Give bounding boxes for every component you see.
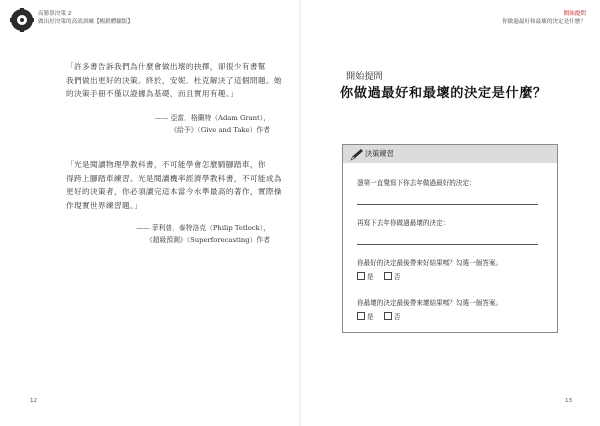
quote-line: 得跨上腳踏車練習。光是閱讀機率經濟學教科書，不可能成為 — [66, 173, 282, 183]
quote-attribution — [136, 222, 270, 246]
pencil-icon — [349, 148, 365, 162]
quote-block — [66, 60, 282, 101]
question-worst-outcome: 你最壞的決定最後帶來壞結果嗎？勾選一個答案。 — [357, 299, 503, 307]
quote-block — [66, 158, 282, 212]
page-title: 你做過最好和最壞的決定是什麼？ — [340, 86, 547, 101]
decision-exercise-box — [342, 144, 558, 333]
attribution-name: —— 亞當．格蘭特（Adam Grant）， — [154, 114, 270, 122]
answer-line[interactable] — [357, 244, 538, 245]
no-label: 否 — [393, 313, 401, 321]
quote-line: 更好的決策者，你必須讀完這本當今水準最高的著作，實際操 — [66, 187, 282, 197]
page-number-right: 13 — [565, 398, 573, 404]
question-best-outcome: 你最好的決定最後帶來好結果嗎？勾選一個答案。 — [357, 259, 503, 267]
section-label: 開始提問 — [346, 71, 383, 82]
book-title: 做出好決策的高效訓練【暢銷體驗版】 — [38, 19, 134, 25]
no-checkbox[interactable] — [384, 272, 392, 280]
attribution-work: 《給予》（Give and Take）作者 — [170, 126, 270, 134]
section-title: 你做過最好和最壞的決定是什麼？ — [502, 19, 586, 25]
answer-line[interactable] — [357, 204, 538, 205]
yes-label: 是 — [367, 273, 374, 281]
quote-line: 「許多書告訴我們為什麼會做出壞的抉擇，卻很少有書幫 — [66, 62, 266, 71]
running-header-left — [38, 10, 133, 26]
book-logo-icon — [11, 9, 33, 31]
attribution-name: —— 菲利普．泰特洛克（Philip Tetlock）， — [135, 224, 270, 232]
prompt-worst-decision: 再寫下去年你做過最壞的決定： — [357, 219, 450, 227]
attribution-work: 《超級預測》（Superforecasting）作者 — [145, 236, 270, 244]
exercise-header — [343, 145, 557, 163]
gutter-divider — [299, 0, 301, 426]
page-number-left: 12 — [30, 398, 38, 404]
quote-line: 的決策手冊不僅以證據為基礎，而且實用有趣。」 — [66, 89, 239, 99]
chapter-title: 開始提問 — [563, 11, 586, 17]
answer-options — [357, 271, 400, 281]
series-title: 高勝算決策 2 — [38, 11, 72, 17]
no-label: 否 — [393, 273, 401, 281]
prompt-best-decision: 憑第一直覺寫下你去年做過最好的決定： — [357, 179, 476, 187]
yes-label: 是 — [367, 313, 374, 321]
answer-options — [357, 311, 400, 321]
exercise-title: 決策練習 — [365, 149, 394, 158]
quote-line: 「光是閱讀物理學教科書，不可能學會怎麼騎腳踏車，你 — [66, 160, 266, 169]
quote-attribution — [155, 112, 270, 136]
yes-checkbox[interactable] — [357, 312, 365, 320]
quote-line: 作現實世界練習題。」 — [66, 200, 143, 210]
running-header-right — [502, 10, 586, 26]
quote-line: 我們做出更好的決策。終於，安妮．杜克解決了這個問題。她 — [66, 75, 282, 85]
yes-checkbox[interactable] — [357, 272, 365, 280]
no-checkbox[interactable] — [384, 312, 392, 320]
